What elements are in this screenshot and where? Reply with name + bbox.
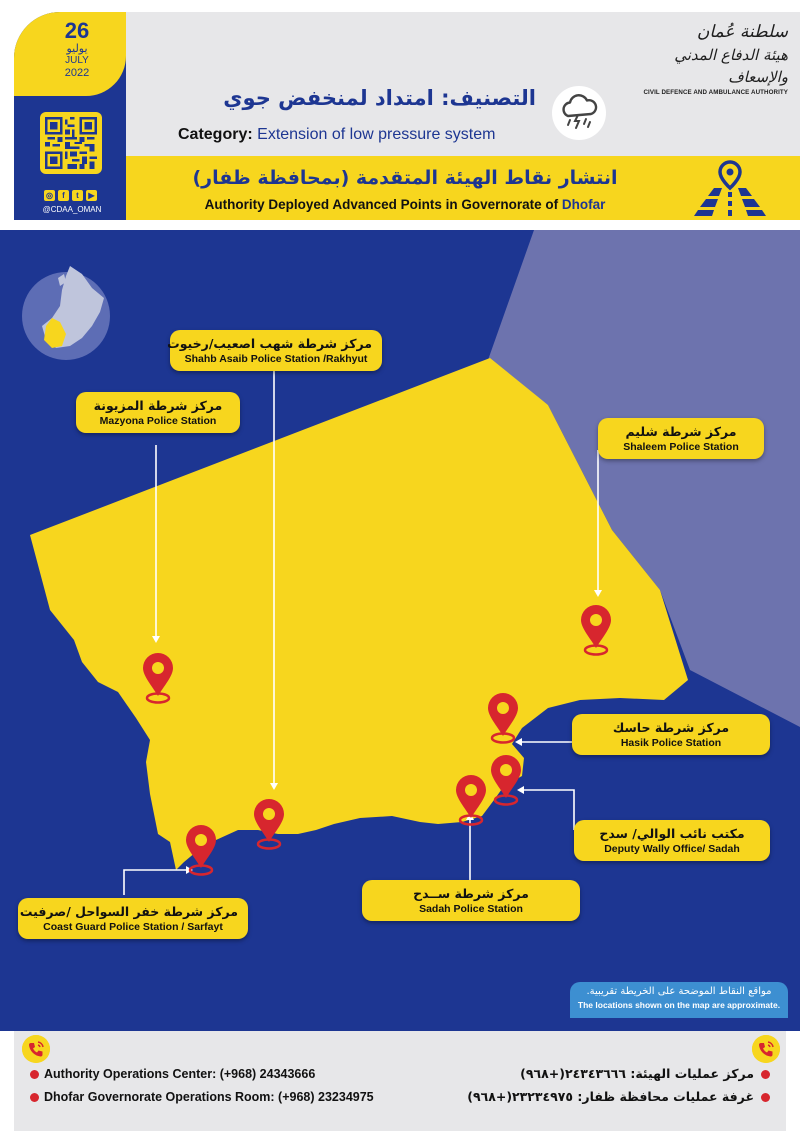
map-pin	[143, 653, 173, 703]
bullet-dot	[761, 1070, 770, 1079]
instagram-icon[interactable]: ◎	[44, 190, 55, 201]
date-year: 2022	[64, 67, 90, 79]
oman-locator-map	[22, 266, 110, 360]
youtube-icon[interactable]: ▶	[86, 190, 97, 201]
label-en: Shaleem Police Station	[623, 441, 739, 453]
qr-code-icon[interactable]	[40, 112, 102, 174]
category-value-en: Extension of low pressure system	[257, 126, 496, 143]
social-icons	[44, 190, 100, 201]
contact-en-operations[interactable]: Authority Operations Center: (+968) 24343666	[44, 1067, 316, 1081]
contact-en-dhofar[interactable]: Dhofar Governorate Operations Room: (+968) 23234975	[44, 1090, 374, 1104]
map-pin	[488, 693, 518, 743]
category-value-ar: امتداد لمنخفض جوي	[223, 86, 434, 110]
map-pin	[581, 605, 611, 655]
label-en: Hasik Police Station	[620, 737, 722, 749]
category-en	[178, 125, 495, 145]
category-label-en: Category:	[178, 126, 253, 143]
category-label-ar: التصنيف:	[441, 86, 536, 110]
label-ar: مركز شرطة حاسك	[612, 720, 730, 735]
social-handle[interactable]: @CDAA_OMAN	[42, 205, 102, 214]
title-en-main: Authority Deployed Advanced Points in Governorate of	[204, 197, 559, 212]
date-badge	[14, 12, 126, 96]
phone-icon	[22, 1035, 50, 1063]
label-mazyona[interactable]	[76, 392, 240, 433]
label-en: Deputy Wally Office/ Sadah	[604, 843, 740, 855]
date-month-ar: يوليو	[66, 42, 88, 55]
label-ar: مركز شرطة شليم	[625, 424, 737, 439]
date-day: 26	[64, 18, 90, 43]
label-en: Shahb Asaib Police Station /Rakhyut	[184, 353, 368, 365]
logo-text-ar-line2: هيئة الدفاع المدني والإسعاف	[674, 46, 788, 86]
label-sadah[interactable]	[362, 880, 580, 921]
label-ar: مركز شرطة ســدح	[413, 886, 529, 901]
label-shahb-asaib[interactable]	[167, 330, 382, 371]
map-pin	[456, 775, 486, 825]
label-en: Coast Guard Police Station / Sarfayt	[43, 921, 223, 933]
title-en-highlight: Dhofar	[561, 197, 606, 212]
map-pin	[254, 799, 284, 849]
thunderstorm-icon	[552, 86, 606, 140]
category-ar	[150, 84, 536, 112]
approximate-locations-note	[570, 982, 788, 1018]
label-en: Sadah Police Station	[419, 903, 523, 915]
authority-logo	[628, 20, 788, 96]
dhofar-map	[0, 230, 800, 1025]
location-road-icon	[692, 158, 768, 218]
label-en: Mazyona Police Station	[99, 415, 217, 427]
header	[0, 0, 800, 230]
logo-text-ar-line1: سلطنة عُمان	[696, 22, 788, 42]
facebook-icon[interactable]: f	[58, 190, 69, 201]
note-en: The locations shown on the map are approximate.	[577, 1000, 781, 1010]
bullet-dot	[761, 1093, 770, 1102]
bullet-dot	[30, 1070, 39, 1079]
label-ar: مركز شرطة المزيونة	[93, 398, 223, 413]
title-ar: انتشار نقاط الهيئة المتقدمة (بمحافظة ظفار)	[192, 167, 618, 189]
contact-ar-operations[interactable]: مركز عمليات الهيئة: ٢٤٣٤٣٦٦٦(+٩٦٨)	[520, 1066, 754, 1081]
label-coast-guard[interactable]	[18, 898, 248, 939]
label-hasik[interactable]	[572, 714, 770, 755]
title-en	[150, 197, 660, 213]
footer	[14, 1031, 786, 1131]
label-deputy-wally[interactable]	[574, 820, 770, 861]
map-pin	[491, 755, 521, 805]
contact-ar-dhofar[interactable]: غرفة عمليات محافظة ظفار: ٢٣٢٣٤٩٧٥(+٩٦٨)	[467, 1089, 754, 1104]
date-month-en: JULY	[65, 55, 89, 66]
bullet-dot	[30, 1093, 39, 1102]
twitter-icon[interactable]: t	[72, 190, 83, 201]
label-ar: مركز شرطة خفر السواحل /صرفيت	[19, 904, 238, 919]
label-shaleem[interactable]	[598, 418, 764, 459]
note-ar: مواقع النقاط الموضحة على الخريطة تقريبية.	[586, 986, 772, 997]
map-pin	[186, 825, 216, 875]
logo-text-en: CIVIL DEFENCE AND AMBULANCE AUTHORITY	[643, 89, 788, 96]
phone-icon	[752, 1035, 780, 1063]
label-ar: مركز شرطة شهب اصعيب/رخيوت	[167, 336, 372, 351]
label-ar: مكتب نائب الوالي/ سدح	[599, 826, 745, 841]
